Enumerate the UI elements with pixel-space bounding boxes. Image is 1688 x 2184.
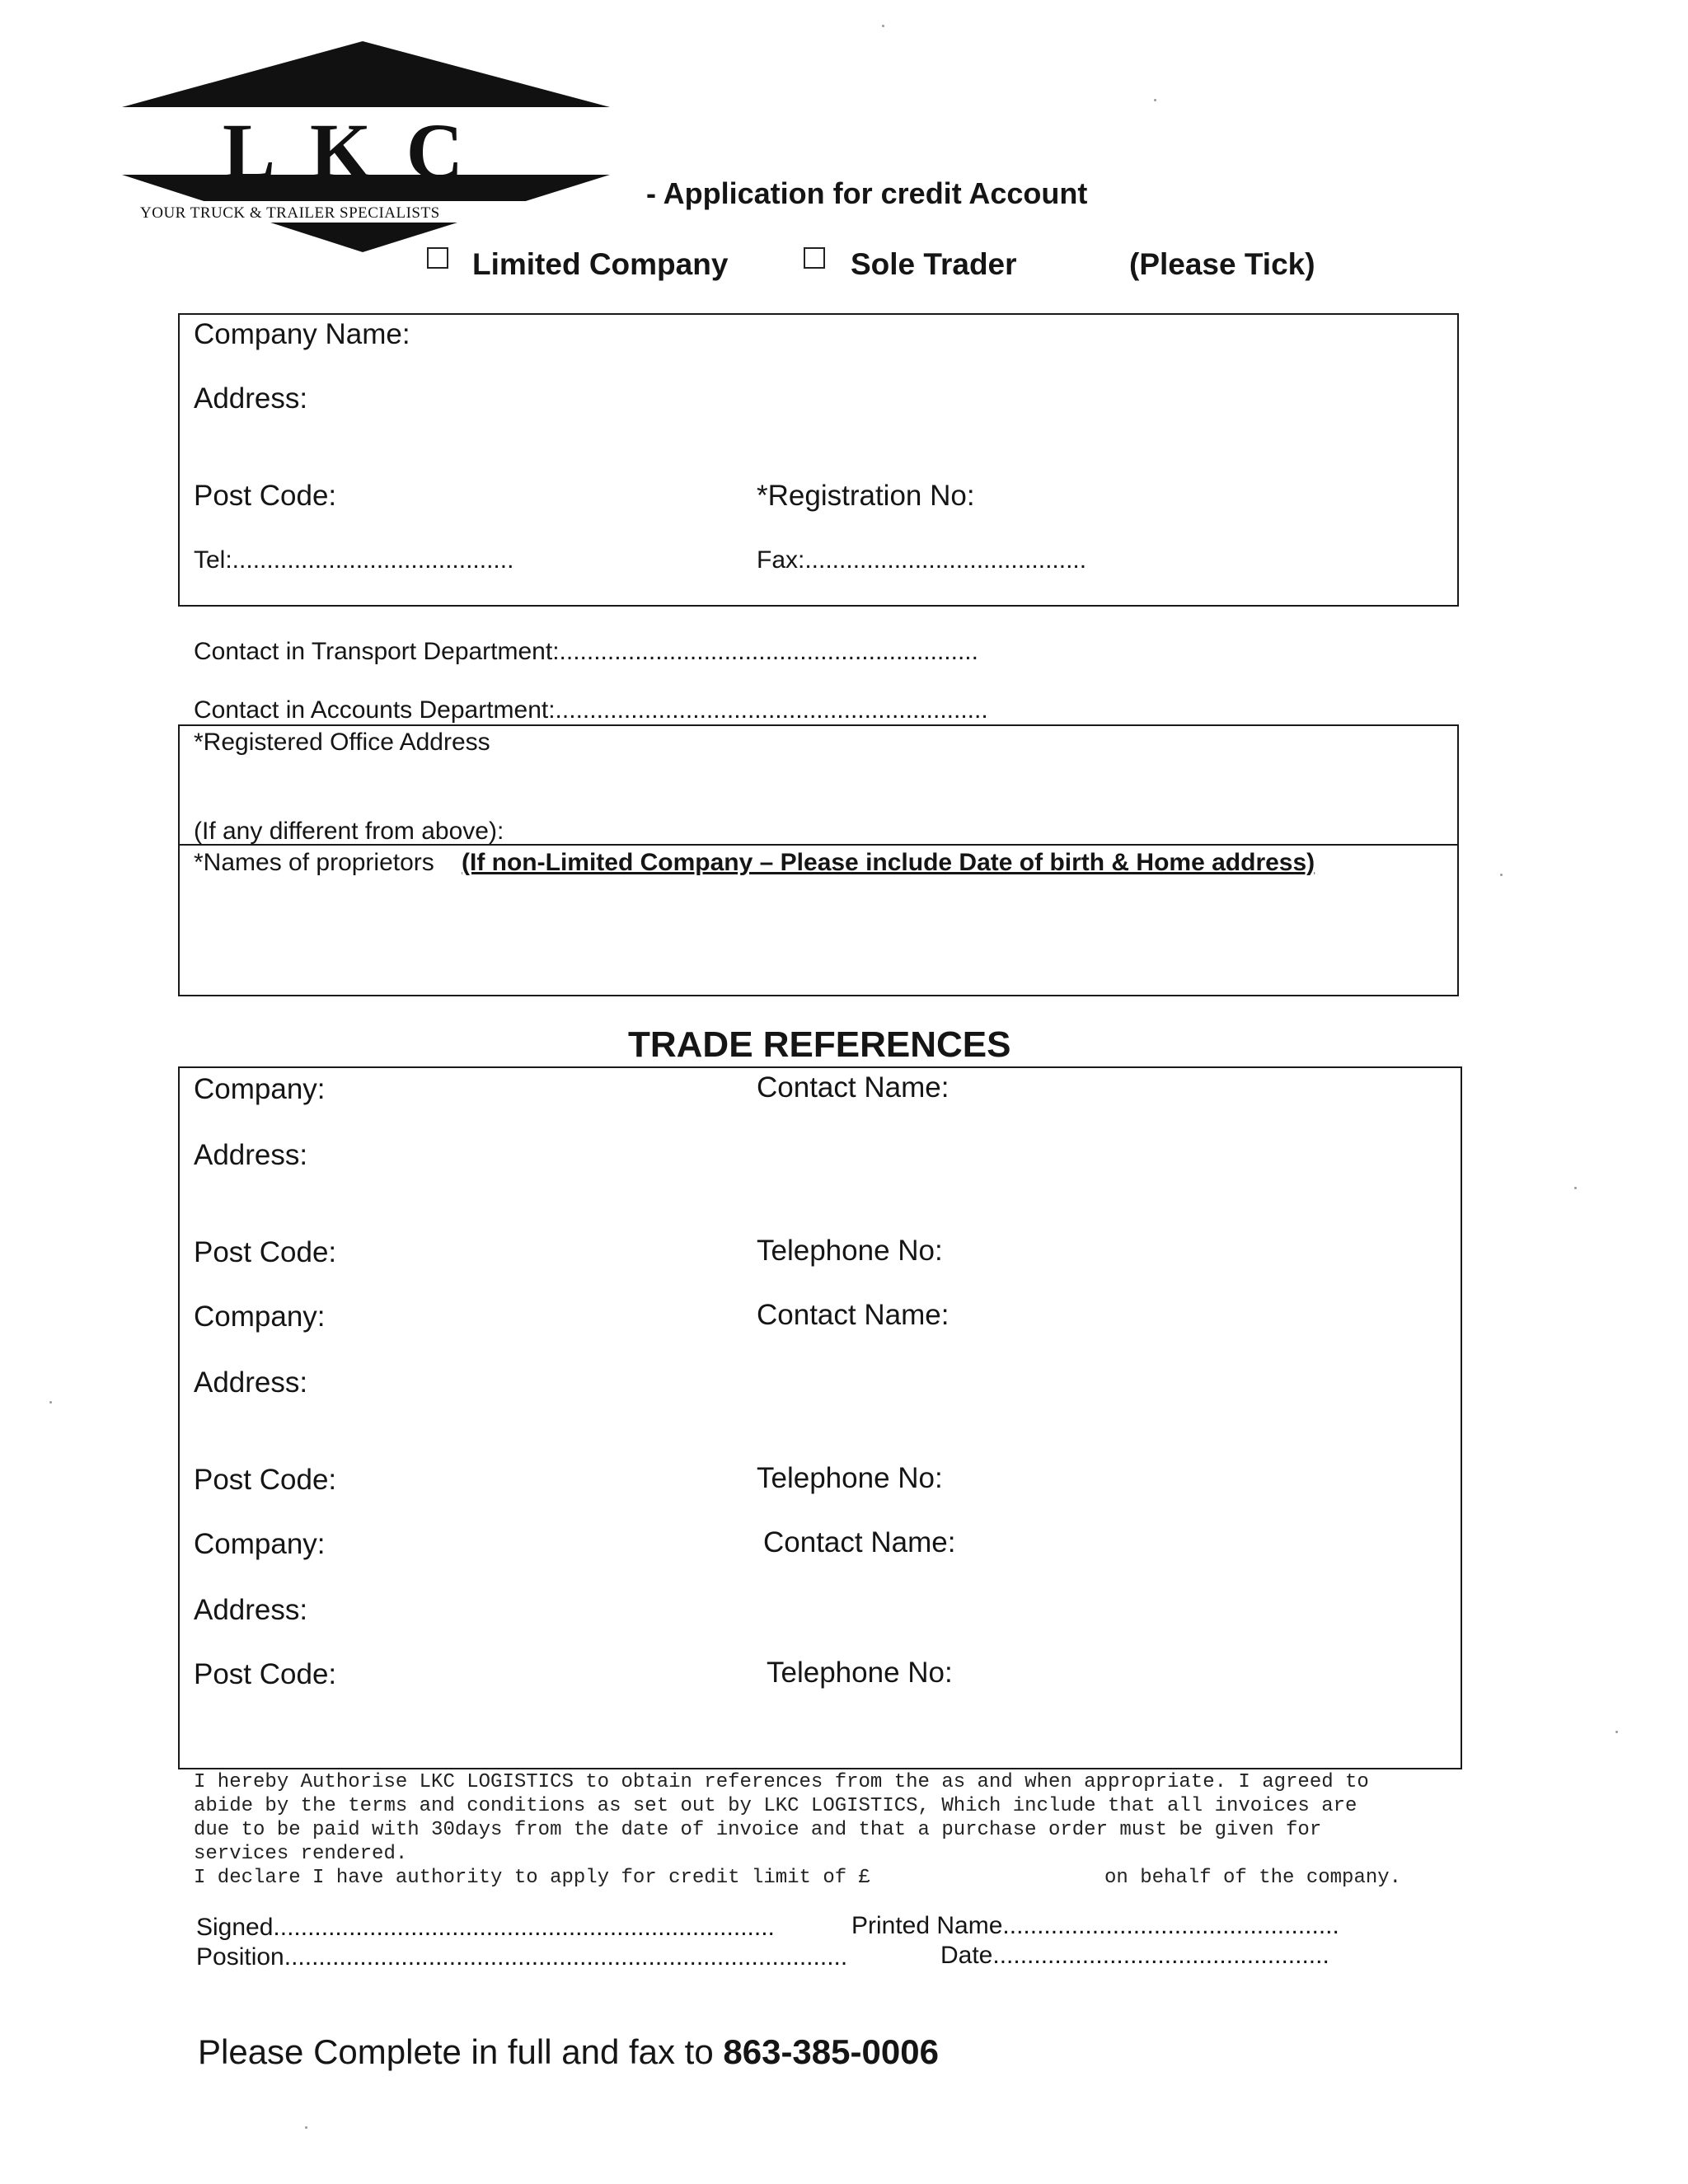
- scan-speck: [1154, 99, 1156, 101]
- scan-speck: [882, 25, 884, 27]
- ref2-company-label: Company:: [194, 1301, 326, 1333]
- registered-office-title: *Registered Office Address: [194, 729, 490, 756]
- scan-speck: [305, 2126, 307, 2129]
- scan-speck: [1500, 874, 1503, 876]
- transport-contact-field[interactable]: Contact in Transport Department:.............................................................: [194, 638, 978, 665]
- ref2-contact-label: Contact Name:: [757, 1299, 950, 1331]
- printed-name-field[interactable]: Printed Name.................................................: [851, 1912, 1339, 1939]
- ref1-address-label: Address:: [194, 1139, 308, 1171]
- ref1-telephone-label: Telephone No:: [757, 1235, 943, 1267]
- ref1-company-label: Company:: [194, 1073, 326, 1105]
- credit-limit-suffix: on behalf of the company.: [1104, 1867, 1402, 1889]
- proprietors-label: *Names of proprietors: [194, 849, 434, 876]
- scan-speck: [1574, 1187, 1577, 1189]
- position-field[interactable]: Position..................................................................................: [196, 1943, 848, 1971]
- limited-company-label: Limited Company: [472, 247, 729, 281]
- declaration-line-2: abide by the terms and conditions as set out by LKC LOGISTICS, Which include that all invoices are: [194, 1795, 1357, 1817]
- ref1-postcode-label: Post Code:: [194, 1236, 337, 1268]
- ref3-telephone-label: Telephone No:: [767, 1657, 953, 1689]
- company-fax-field[interactable]: Fax:.........................................: [757, 546, 1087, 574]
- company-tel-field[interactable]: Tel:.........................................: [194, 546, 514, 574]
- footer-text: Please Complete in full and fax to: [198, 2032, 714, 2071]
- scan-speck: [49, 1401, 52, 1404]
- please-tick-note: (Please Tick): [1129, 247, 1315, 281]
- ref3-address-label: Address:: [194, 1594, 308, 1626]
- company-address-label: Address:: [194, 382, 308, 415]
- ref3-postcode-label: Post Code:: [194, 1658, 337, 1690]
- declaration-line-4: services rendered.: [194, 1843, 408, 1865]
- trade-references-title: TRADE REFERENCES: [628, 1024, 1011, 1065]
- registration-number-label: *Registration No:: [757, 480, 975, 512]
- signed-field[interactable]: Signed.........................................................................: [196, 1914, 775, 1941]
- ref2-address-label: Address:: [194, 1366, 308, 1399]
- company-postcode-label: Post Code:: [194, 480, 337, 512]
- credit-limit-prefix: I declare I have authority to apply for credit limit of £: [194, 1867, 870, 1889]
- ref2-postcode-label: Post Code:: [194, 1464, 337, 1496]
- logo-letters: LKC: [223, 107, 499, 195]
- ref1-contact-label: Contact Name:: [757, 1071, 950, 1104]
- declaration-line-1: I hereby Authorise LKC LOGISTICS to obtain references from the as and when appropriate. I agreed to: [194, 1771, 1369, 1793]
- proprietors-note: (If non-Limited Company – Please include Date of birth & Home address): [462, 849, 1315, 876]
- scan-speck: [1615, 1731, 1618, 1733]
- company-logo: [115, 36, 618, 259]
- date-field[interactable]: Date.................................................: [940, 1942, 1329, 1969]
- footer-instruction: [198, 2032, 939, 2072]
- form-title: - Application for credit Account: [646, 176, 1088, 210]
- sole-trader-label: Sole Trader: [851, 247, 1017, 281]
- ref3-contact-label: Contact Name:: [763, 1526, 956, 1558]
- ref3-company-label: Company:: [194, 1528, 326, 1560]
- declaration-line-3: due to be paid with 30days from the date of invoice and that a purchase order must be given for: [194, 1819, 1322, 1841]
- company-name-label: Company Name:: [194, 318, 410, 350]
- registered-office-note: (If any different from above):: [194, 818, 504, 845]
- sole-trader-checkbox[interactable]: [804, 247, 825, 269]
- fax-number: 863-385-0006: [723, 2032, 939, 2071]
- accounts-contact-field[interactable]: Contact in Accounts Department:...............................................................: [194, 696, 988, 724]
- logo-tagline: YOUR TRUCK & TRAILER SPECIALISTS: [140, 204, 440, 222]
- ref2-telephone-label: Telephone No:: [757, 1462, 943, 1494]
- limited-company-checkbox[interactable]: [427, 247, 448, 269]
